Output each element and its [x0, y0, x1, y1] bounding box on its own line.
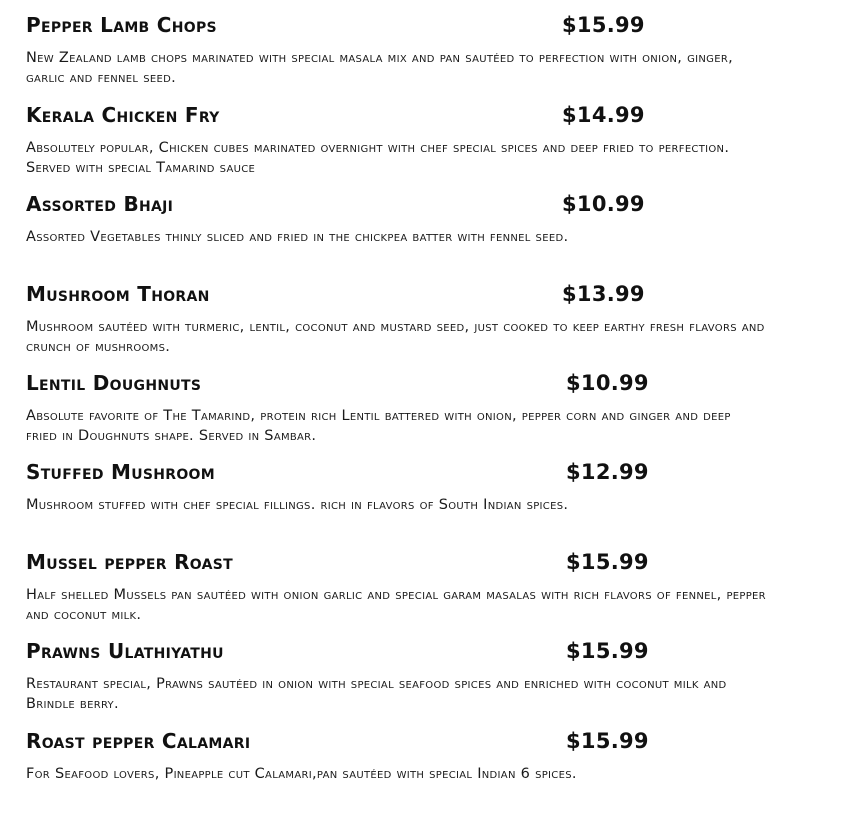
item-description: Assorted Vegetables thinly sliced and fried in the chickpea batter with fennel seed. [26, 229, 569, 245]
menu-item-mushroom-thoran [26, 281, 826, 367]
item-description: Half shelled Mussels pan sautéed with onion garlic and special garam masalas with rich flavors of fennel, pepper and coconut milk. [26, 587, 766, 623]
item-price: $12.99 [566, 460, 649, 484]
menu-item-lentil-doughnuts [26, 370, 826, 456]
item-name: Mussel pepper Roast [26, 550, 234, 574]
item-price: $13.99 [562, 282, 645, 306]
menu-item-roast-pepper-calamari [26, 728, 826, 814]
menu-item-pepper-lamb-chops [26, 12, 826, 98]
item-description: Mushroom sautéed with turmeric, lentil, coconut and mustard seed, just cooked to keep earthy fresh flavors and crunch of mushrooms. [26, 319, 765, 355]
menu-item-stuffed-mushroom [26, 459, 826, 545]
item-price: $10.99 [562, 192, 645, 216]
item-name: Mushroom Thoran [26, 282, 210, 306]
item-description: Mushroom stuffed with chef special fillings. rich in flavors of South Indian spices. [26, 497, 569, 513]
item-description: Absolute favorite of The Tamarind, protein rich Lentil battered with onion, pepper corn and ginger and deep fried in Doughnuts shape. Served in Sambar. [26, 408, 731, 444]
menu-item-assorted-bhaji [26, 191, 826, 277]
item-price: $10.99 [566, 371, 649, 395]
menu-item-kerala-chicken-fry [26, 102, 826, 188]
item-name: Roast pepper Calamari [26, 729, 251, 753]
item-description: Absolutely popular, Chicken cubes marinated overnight with chef special spices and deep fried to perfection. Served with special Tamarind sauce [26, 140, 730, 176]
item-description: New Zealand lamb chops marinated with special masala mix and pan sautéed to perfection with onion, ginger, garlic and fennel seed. [26, 50, 733, 86]
item-price: $15.99 [566, 729, 649, 753]
item-description: Restaurant special, Prawns sautéed in onion with special seafood spices and enriched with coconut milk and Brindle berry. [26, 676, 727, 712]
item-name: Assorted Bhaji [26, 192, 174, 216]
item-name: Prawns Ulathiyathu [26, 639, 224, 663]
item-price: $15.99 [562, 13, 645, 37]
menu-item-prawns-ulathiyathu [26, 638, 826, 724]
item-name: Stuffed Mushroom [26, 460, 215, 484]
menu-item-mussel-pepper-roast [26, 549, 826, 635]
item-price: $14.99 [562, 103, 645, 127]
item-name: Kerala Chicken Fry [26, 103, 220, 127]
item-name: Pepper Lamb Chops [26, 13, 217, 37]
item-price: $15.99 [566, 639, 649, 663]
item-price: $15.99 [566, 550, 649, 574]
item-description: For Seafood lovers, Pineapple cut Calamari,pan sautéed with special Indian 6 spices. [26, 766, 577, 782]
item-name: Lentil Doughnuts [26, 371, 202, 395]
